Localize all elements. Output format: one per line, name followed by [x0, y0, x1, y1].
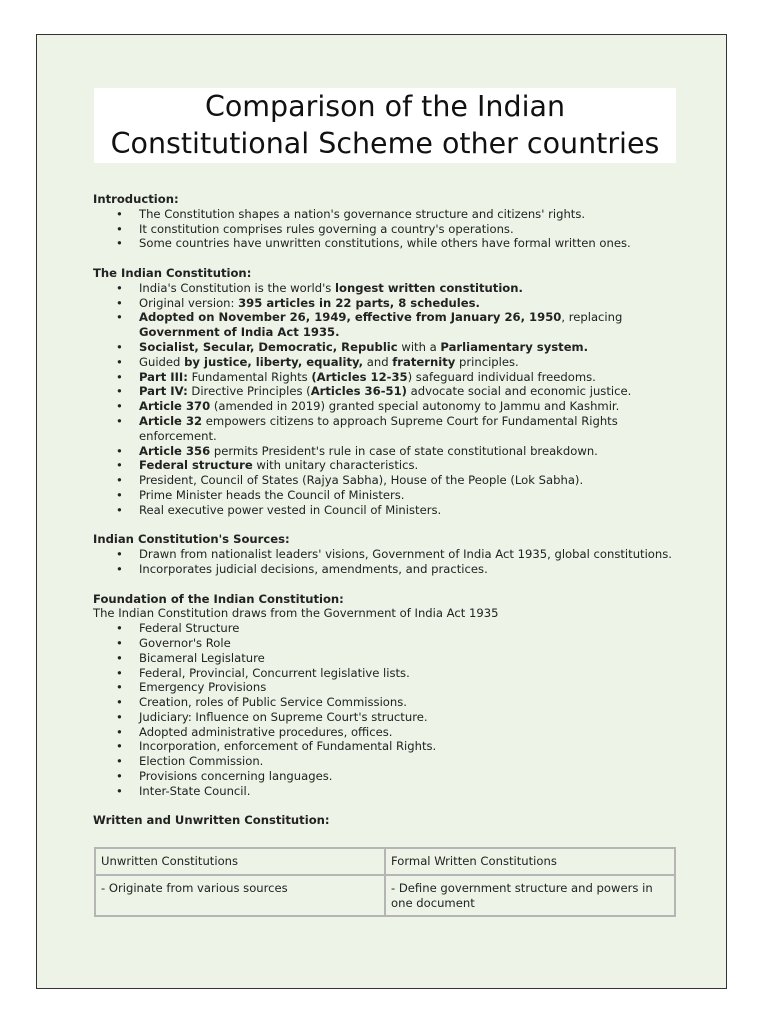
list-item-text: with unitary characteristics.	[252, 458, 419, 473]
sources-section	[93, 532, 693, 576]
table-row	[95, 875, 675, 917]
list-item-text: Article 32	[139, 413, 203, 428]
list-item	[139, 473, 693, 488]
foundation-heading: Foundation of the Indian Constitution:	[93, 591, 344, 606]
list-item-text: empowers citizens to approach Supreme Court for Fundamental Rights enforcement.	[139, 413, 618, 443]
content	[93, 192, 693, 843]
list-item-text: longest written constitution.	[335, 280, 523, 295]
list-item-text: by justice, liberty, equality,	[184, 354, 364, 369]
list-item-text: ) safeguard individual freedoms.	[407, 369, 596, 384]
written-unwritten-section	[93, 813, 693, 828]
list-item: • Inter-State Council.	[139, 784, 693, 799]
document-page	[36, 34, 727, 989]
list-item-text: , replacing	[561, 310, 623, 325]
list-item	[139, 458, 693, 473]
list-item-text: (Articles 12-35	[311, 369, 408, 384]
foundation-intro: The Indian Constitution draws from the Government of India Act 1935	[93, 606, 499, 621]
introduction-list	[93, 207, 693, 251]
sources-heading: Indian Constitution's Sources:	[93, 532, 290, 547]
indian-constitution-heading: The Indian Constitution:	[93, 265, 252, 280]
table-header-cell: Unwritten Constitutions	[95, 848, 385, 875]
list-item: • Creation, roles of Public Service Commissions.	[139, 695, 693, 710]
list-item	[139, 503, 693, 518]
list-item	[139, 488, 693, 503]
comparison-table	[94, 847, 676, 917]
list-item	[139, 370, 693, 385]
list-item-text: Government of India Act 1935.	[139, 325, 340, 340]
list-item: • Election Commission.	[139, 754, 693, 769]
list-item	[139, 310, 693, 340]
list-item: • Emergency Provisions	[139, 680, 693, 695]
table-header-row	[95, 848, 675, 875]
list-item-text: Part III:	[139, 369, 188, 384]
list-item: • Incorporation, enforcement of Fundamental Rights.	[139, 739, 693, 754]
table-cell: - Originate from various sources	[95, 875, 385, 917]
indian-constitution-list	[93, 281, 693, 518]
foundation-section	[93, 592, 693, 799]
list-item-text: Article 356	[139, 443, 211, 458]
list-item-text: Socialist, Secular, Democratic, Republic	[139, 339, 398, 354]
introduction-heading: Introduction:	[93, 192, 179, 206]
list-item	[139, 296, 693, 311]
list-item-text: Part IV:	[139, 384, 188, 399]
list-item: • The Constitution shapes a nation's governance structure and citizens' rights.	[139, 207, 693, 222]
list-item	[139, 355, 693, 370]
list-item: • It constitution comprises rules governing a country's operations.	[139, 222, 693, 237]
list-item: • Governor's Role	[139, 636, 693, 651]
list-item-text: Directive Principles (	[187, 384, 311, 399]
list-item: • Incorporates judicial decisions, amendments, and practices.	[139, 562, 693, 577]
list-item: • Federal Structure	[139, 621, 693, 636]
list-item	[139, 281, 693, 296]
list-item-text: permits President's rule in case of state constitutional breakdown.	[210, 443, 598, 458]
list-item: • Adopted administrative procedures, offices.	[139, 725, 693, 740]
list-item: • Some countries have unwritten constitutions, while others have formal written ones.	[139, 236, 693, 251]
list-item: • Provisions concerning languages.	[139, 769, 693, 784]
list-item: • Drawn from nationalist leaders' visions, Government of India Act 1935, global constitutions.	[139, 547, 693, 562]
list-item-text: with a	[397, 339, 441, 354]
list-item: • Bicameral Legislature	[139, 651, 693, 666]
list-item: • Judiciary: Influence on Supreme Court's structure.	[139, 710, 693, 725]
sources-list	[93, 547, 693, 577]
list-item-text: advocate social and economic justice.	[406, 384, 632, 399]
list-item-text: Original version:	[139, 295, 239, 310]
title-line-2: Constitutional Scheme other countries	[110, 127, 660, 160]
list-item-text: Prime Minister heads the Council of Ministers.	[139, 487, 405, 502]
list-item-text: President, Council of States (Rajya Sabha), House of the People (Lok Sabha).	[139, 473, 584, 488]
list-item-text: Real executive power vested in Council of Ministers.	[139, 502, 442, 517]
list-item-text: Parliamentary system.	[440, 339, 589, 354]
list-item-text: 395 articles in 22 parts, 8 schedules.	[238, 295, 480, 310]
title-line-1: Comparison of the Indian	[204, 90, 566, 123]
list-item-text: and	[363, 354, 393, 369]
list-item	[139, 340, 693, 355]
list-item	[139, 414, 693, 444]
table-cell: - Define government structure and powers in one document	[385, 875, 675, 917]
written-unwritten-heading: Written and Unwritten Constitution:	[93, 813, 330, 828]
list-item-text: Article 370	[139, 399, 211, 414]
list-item-text: Articles 36-51)	[310, 384, 407, 399]
list-item-text: Fundamental Rights	[187, 369, 312, 384]
list-item	[139, 399, 693, 414]
list-item	[139, 384, 693, 399]
indian-constitution-section	[93, 266, 693, 518]
list-item: • Federal, Provincial, Concurrent legislative lists.	[139, 666, 693, 681]
list-item-text: Adopted on November 26, 1949, effective from January 26, 1950	[139, 310, 562, 325]
introduction-section	[93, 192, 693, 251]
list-item-text: Guided	[139, 354, 185, 369]
list-item-text: India's Constitution is the world's	[139, 280, 335, 295]
list-item-text: (amended in 2019) granted special autonomy to Jammu and Kashmir.	[210, 399, 620, 414]
list-item	[139, 444, 693, 459]
title-box	[94, 88, 676, 163]
list-item-text: principles.	[455, 354, 519, 369]
list-item-text: Federal structure	[139, 458, 253, 473]
table-header-cell: Formal Written Constitutions	[385, 848, 675, 875]
foundation-list	[93, 621, 693, 799]
list-item-text: fraternity	[392, 354, 456, 369]
